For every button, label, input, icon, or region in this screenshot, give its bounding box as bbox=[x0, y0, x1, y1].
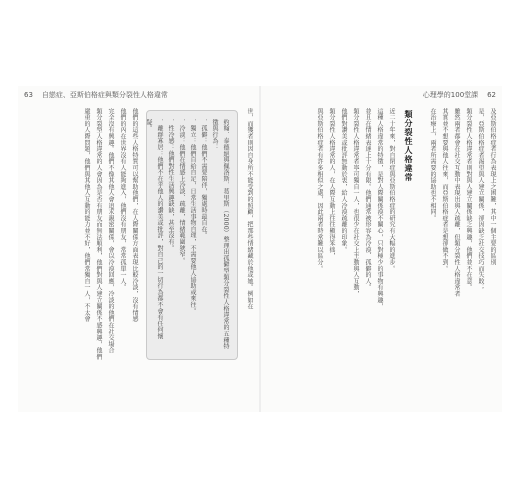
left-intro-line: 世，而獲者則因自身所不能受到的照顧，把那些情緒藏於他或她。例如在 bbox=[246, 108, 253, 310]
callout-line: ．冷淡：他們在情感上冷淡、疏離，情緒範圍狹窄。 bbox=[178, 119, 185, 264]
callout-line: 徵與行為： bbox=[211, 119, 218, 151]
traits-callout bbox=[146, 110, 238, 360]
section-line: 他們對讚美或批評無動於衷，給人冷漠疏離的印象。 bbox=[340, 108, 347, 253]
intro-line: 在治療上，兩者所需要的協助也不相同。 bbox=[429, 108, 436, 222]
intro-line: 是，亞斯伯格症者渴望與人建立關係，卻因缺乏社交技巧而失敗； bbox=[477, 108, 484, 291]
right-running-head bbox=[423, 90, 496, 100]
body-line: 類分裂型人格違常的人會因為是否有朋友而無法順利，他們對與人建立關係不感興趣，他們 bbox=[95, 108, 102, 360]
body-line: 他們的這些人格特質可以幫助他們，在人際關係方面表現比較冷淡，沒有情感 bbox=[131, 108, 138, 323]
right-intro-text bbox=[420, 108, 498, 404]
body-line: 嚴重的人際問題，他們與其他人互動的能力並不好，他們常獨自一人，不太會 bbox=[83, 108, 90, 323]
right-page bbox=[261, 86, 502, 412]
intro-line: 其實並不想要與他人往來，而亞斯伯格症者是想卻做不到。 bbox=[441, 108, 448, 272]
section-line: 與亞斯伯格症者有許多相似之處，因此兩者時常難以區分。 bbox=[316, 108, 323, 272]
intro-line: 及亞斯伯格症者行為表現上之困難，其中一個主要的區別 bbox=[489, 108, 496, 266]
section-line: 類分裂性人格違常者寧可獨自一人，也很少在社交上主動與人互動， bbox=[352, 108, 359, 297]
body-line: 完全沒有興趣。他們不像其他人會追求親密關係，會以冷漠回應，冷淡的他們在社交場合 bbox=[107, 108, 114, 354]
left-intro-text bbox=[241, 108, 255, 404]
callout-line: ．性冷感：他們對性生活興趣缺缺，甚至沒有。 bbox=[167, 119, 174, 252]
section-body-text bbox=[267, 108, 397, 404]
book-spread bbox=[18, 86, 502, 412]
section-line: 並且在情緒表達上十分有限。他們通常被形容為冷漠、孤僻的人。 bbox=[364, 108, 371, 291]
left-page-number: 63 bbox=[24, 91, 33, 99]
left-body-text bbox=[24, 108, 140, 404]
callout-line: ．離群寡居：他們不在乎他人的讚美或批評，對自己的一切行為都不會有任何懷疑。 bbox=[145, 119, 163, 340]
intro-line: 雖然兩者都會在社交互動中表現出與人疏離，但類分裂性人格違常者 bbox=[453, 108, 460, 297]
right-page-number: 62 bbox=[487, 91, 496, 99]
callout-line: ．獨立：他們自給自足，日常生活事物自理，不需要他人協助或來往。 bbox=[189, 119, 196, 315]
left-page bbox=[18, 86, 259, 412]
section-line: 類分裂性人格違常的人，在人際互動上往往顯得笨拙， bbox=[328, 108, 335, 260]
right-running-title: 心理學的100堂課 bbox=[422, 91, 479, 99]
section-line: 近二十年來，對自閉症與亞斯伯格症的研究有大幅的進步。 bbox=[388, 108, 395, 272]
left-running-title: 自戀症、亞斯伯格症與類分裂性人格違常 bbox=[41, 91, 168, 99]
intro-line: 類分裂性人格違常者則對與人建立關係缺乏興趣，他們並不在意。 bbox=[465, 108, 472, 291]
body-line: 他們的內在世界沒有人能夠進入，他們沒有朋友，常常孤單一人。 bbox=[119, 108, 126, 291]
callout-line: ．孤僻：他們不需要陪伴，獨處時最自在。 bbox=[200, 119, 207, 239]
callout-line: 約翰．泰德絕與佩洛斯．葛里斯（2000）整理出孤僻型類分裂性人格違常的五種特 bbox=[222, 119, 229, 350]
callout-text bbox=[145, 119, 231, 351]
section-line: 這種人格違常的特徵，是對人際關係漠不關心，只對極少的事物有興趣， bbox=[376, 108, 383, 310]
section-heading: 類分裂性人格違常 bbox=[404, 110, 413, 182]
left-running-head bbox=[24, 90, 168, 100]
